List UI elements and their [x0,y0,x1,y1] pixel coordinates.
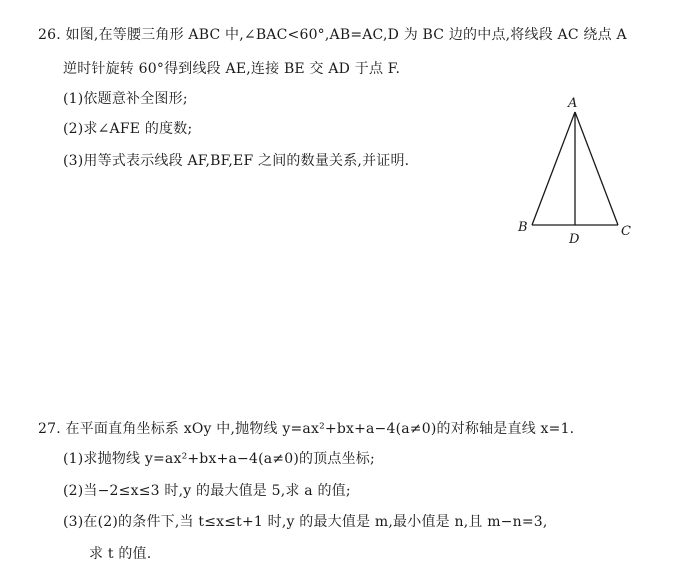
problem-26-stem-line-1: 26. 如图,在等腰三角形 ABC 中,∠BAC<60°,AB=AC,D 为 BC 边的中点,将线段 AC 绕点 A [38,27,627,43]
problem-27-part-2: (2)当−2≤x≤3 时,y 的最大值是 5,求 a 的值; [63,483,351,499]
label-d: D [569,232,580,247]
problem-26-stem-line-2: 逆时针旋转 60°得到线段 AE,连接 BE 交 AD 于点 F. [63,61,401,77]
label-a: A [568,96,578,111]
side-ac [575,112,618,225]
problem-26-part-3: (3)用等式表示线段 AF,BF,EF 之间的数量关系,并证明. [63,153,410,169]
problem-27-stem: 27. 在平面直角坐标系 xOy 中,抛物线 y=ax²+bx+a−4(a≠0)的对称轴是直线 x=1. [38,421,575,437]
triangle-figure [505,92,655,252]
label-c: C [621,224,631,239]
problem-27-part-3-line-1: (3)在(2)的条件下,当 t≤x≤t+1 时,y 的最大值是 m,最小值是 n,且 m−n=3, [63,514,548,530]
problem-27-part-3-line-2: 求 t 的值. [89,546,152,562]
problem-26-part-1: (1)依题意补全图形; [63,91,188,107]
label-b: B [518,220,528,235]
problem-27-part-1: (1)求抛物线 y=ax²+bx+a−4(a≠0)的顶点坐标; [63,451,375,467]
problem-26-part-2: (2)求∠AFE 的度数; [63,121,193,137]
side-ab [532,112,575,225]
triangle-diagram [505,92,655,252]
